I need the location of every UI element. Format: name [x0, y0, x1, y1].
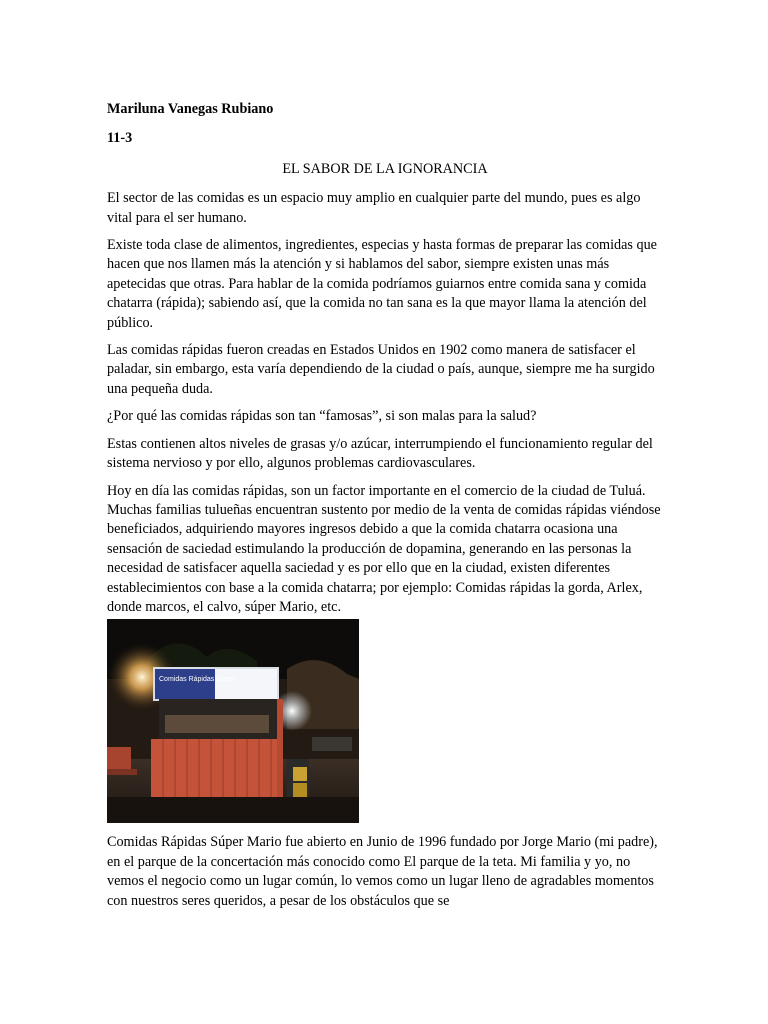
- paragraph-5: Estas contienen altos niveles de grasas y/o azúcar, interrumpiendo el funcionamiento regular del sistema nervioso y por ello, algunos problemas cardiovasculares.: [107, 435, 653, 472]
- paragraph-1: El sector de las comidas es un espacio muy amplio en cualquier parte del mundo, pues es algo vital para el ser humano.: [107, 190, 641, 226]
- class-group: 11-3: [107, 130, 133, 147]
- kiosk-photo: [107, 619, 359, 823]
- author-name: Mariluna Vanegas Rubiano: [107, 101, 274, 117]
- essay-title: EL SABOR DE LA IGNORANCIA: [282, 160, 488, 177]
- document-body: [107, 100, 663, 911]
- sign-text: Comidas Rápidas Súper: [159, 676, 235, 684]
- paragraph-2: Existe toda clase de alimentos, ingredientes, especias y hasta formas de preparar las comidas que hacen que nos llamen más la atención y si hablamos del sabor, siempre existen unas más apetecidas que otras. Para hablar de la comida podríamos guiarnos entre comida sana y comida chatarra (rápida); sabiendo así, que la comida no tan sana es la que mayor llama la atención del público.: [107, 237, 657, 331]
- paragraph-question: ¿Por qué las comidas rápidas son tan “famosas”, si son malas para la salud?: [107, 408, 537, 425]
- paragraph-after-photo: Comidas Rápidas Súper Mario fue abierto en Junio de 1996 fundado por Jorge Mario (mi padre), en el parque de la concertación más conocido como El parque de la teta. Mi familia y yo, no vemos el negocio como un lugar común, lo vemos como un lugar lleno de agradables momentos con nuestros seres queridos, a pesar de los obstáculos que se: [107, 834, 658, 909]
- paragraph-3: Las comidas rápidas fueron creadas en Estados Unidos en 1902 como manera de satisfacer el paladar, sin embargo, esta varía dependiendo de la ciudad o país, aunque, siempre me ha surgido una pequeña duda.: [107, 342, 655, 397]
- paragraph-6: Hoy en día las comidas rápidas, son un factor importante en el comercio de la ciudad de Tuluá. Muchas familias tulueñas encuentran sustento por medio de la venta de comidas rápidas viéndose beneficiados, adquiriendo mayores ingresos debido a que la comida chatarra ocasiona una sensación de saciedad estimulando la producción de dopamina, generando en las personas la necesidad de satisfacer aquella saciedad y es por ello que en la ciudad, existen diferentes establecimientos con base a la comida chatarra; por ejemplo: Comidas rápidas la gorda, Arlex, donde marcos, el calvo, súper Mario, etc.: [107, 482, 661, 615]
